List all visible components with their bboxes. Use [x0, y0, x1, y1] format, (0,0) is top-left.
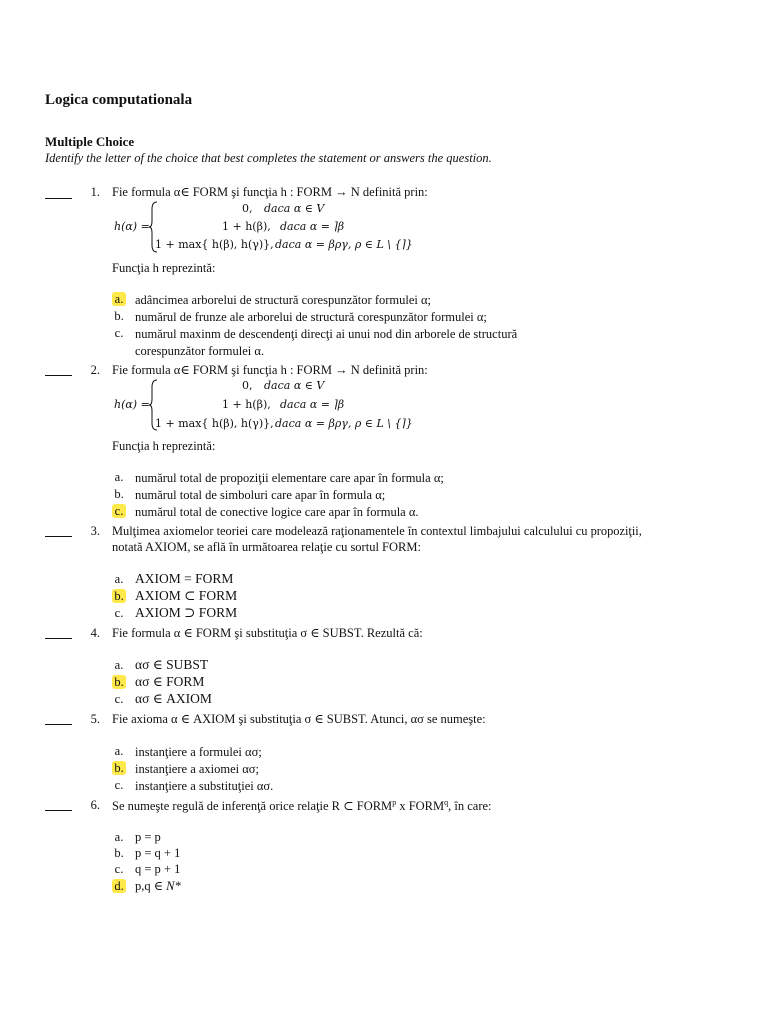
option-letter: c. — [114, 862, 124, 876]
option-c[interactable] — [112, 504, 126, 518]
option-b[interactable] — [112, 589, 126, 603]
answer-blank-1[interactable] — [45, 198, 72, 199]
option-letter-highlighted: a. — [112, 292, 126, 306]
option-text: q = p + 1 — [135, 862, 181, 876]
answer-blank-5[interactable] — [45, 724, 72, 725]
option-d[interactable] — [112, 879, 126, 893]
formula-value: 1 + max{ h(β), h(γ)}, — [155, 238, 274, 251]
question-stem: Mulţimea axiomelor teoriei care modelează raţionamentele în contextul limbajului calculului cu propoziţii, — [112, 524, 642, 538]
option-text: instanţiere a axiomei ασ; — [135, 762, 260, 776]
question-subprompt: Funcţia h reprezintă: — [112, 439, 216, 453]
option-text: numărul total de simboluri care apar în formula α; — [135, 488, 386, 502]
option-letter-highlighted: b. — [112, 589, 126, 603]
formula-condition: daca α = ⌉β — [280, 398, 345, 411]
question-stem — [112, 798, 492, 814]
option-c[interactable] — [112, 692, 126, 706]
option-text: AXIOM = FORM — [135, 571, 234, 586]
option-b[interactable] — [112, 675, 126, 689]
option-a[interactable] — [112, 744, 126, 758]
option-text: ασ ∈ FORM — [135, 674, 205, 689]
question-number: 2. — [90, 363, 100, 377]
option-text — [135, 879, 181, 893]
option-letter: c. — [114, 606, 124, 620]
option-letter: a. — [114, 830, 124, 844]
option-c[interactable] — [112, 326, 126, 340]
formula-condition: daca α = ⌉β — [280, 220, 345, 233]
option-text: instanţiere a formulei ασ; — [135, 745, 262, 759]
answer-blank-2[interactable] — [45, 375, 72, 376]
question-subprompt: Funcţia h reprezintă: — [112, 261, 216, 275]
formula-value: 1 + h(β), — [222, 398, 271, 411]
formula-condition: daca α ∈ V — [264, 202, 325, 215]
option-text: ασ ∈ AXIOM — [135, 691, 212, 706]
option-text-part: p,q ∈ — [135, 879, 167, 893]
stem-part: x FORM — [396, 799, 445, 814]
option-text: adâncimea arborelui de structură corespunzător formulei α; — [135, 293, 432, 307]
option-b[interactable] — [112, 761, 126, 775]
option-a[interactable] — [112, 658, 126, 672]
formula-value: 0, — [242, 202, 253, 215]
option-letter: a. — [114, 744, 124, 758]
option-letter: a. — [114, 470, 124, 484]
question-stem: Fie formula α ∈ FORM şi substituţia σ ∈ SUBST. Rezultă că: — [112, 626, 423, 640]
question-stem: Fie formula α∈ FORM şi funcţia h : FORM → N definită prin: — [112, 363, 428, 377]
question-stem: Fie axioma α ∈ AXIOM şi substituţia σ ∈ SUBST. Atunci, ασ se numeşte: — [112, 712, 486, 726]
option-letter-highlighted: b. — [112, 761, 126, 775]
stem-part: Se numeşte regulă de inferenţă orice relaţie R ⊂ FORM — [112, 799, 393, 814]
option-b[interactable] — [112, 309, 126, 323]
option-text: numărul total de propoziţii elementare care apar în formula α; — [135, 471, 444, 485]
option-text: instanţiere a substituţiei ασ. — [135, 779, 274, 793]
formula-value: 1 + max{ h(β), h(γ)}, — [155, 417, 274, 430]
option-c[interactable] — [112, 862, 126, 876]
option-a[interactable] — [112, 572, 126, 586]
formula-condition: daca α = βργ, ρ ∈ L \ {⌉} — [275, 417, 413, 430]
document-title: Logica computationala — [45, 92, 193, 108]
option-text: ασ ∈ SUBST — [135, 657, 209, 672]
option-letter: c. — [114, 326, 124, 340]
option-text: numărul de frunze ale arborelui de structură corespunzător formulei α; — [135, 310, 487, 324]
option-b[interactable] — [112, 846, 126, 860]
section-title: Multiple Choice — [45, 134, 135, 149]
question-number: 3. — [90, 524, 100, 538]
option-a[interactable] — [112, 470, 126, 484]
option-letter-highlighted: c. — [112, 504, 126, 518]
option-letter: a. — [114, 658, 124, 672]
question-stem-continued: notată AXIOM, se află în următoarea relaţie cu sortul FORM: — [112, 540, 421, 554]
option-text-continued: corespunzător formulei α. — [135, 344, 265, 358]
option-text: AXIOM ⊃ FORM — [135, 605, 238, 620]
superscript-q: q — [444, 798, 449, 807]
superscript-p: p — [392, 798, 397, 807]
answer-blank-6[interactable] — [45, 810, 72, 811]
stem-part: , în care: — [448, 799, 492, 814]
option-c[interactable] — [112, 606, 126, 620]
option-b[interactable] — [112, 487, 126, 501]
question-stem: Fie formula α∈ FORM şi funcţia h : FORM → N definită prin: — [112, 185, 428, 199]
question-number: 6. — [90, 798, 100, 812]
option-c[interactable] — [112, 778, 126, 792]
answer-blank-3[interactable] — [45, 536, 72, 537]
option-letter: b. — [114, 487, 124, 501]
formula-lhs: h(α) = — [114, 220, 150, 233]
instructions: Identify the letter of the choice that best completes the statement or answers the question. — [45, 151, 492, 165]
option-letter-highlighted: b. — [112, 675, 126, 689]
option-letter: c. — [114, 778, 124, 792]
option-text: numărul total de conective logice care apar în formula α. — [135, 505, 419, 519]
option-letter-highlighted: d. — [112, 879, 126, 893]
option-letter: b. — [114, 846, 124, 860]
formula-value: 0, — [242, 379, 253, 392]
option-a[interactable] — [112, 830, 126, 844]
option-letter: a. — [114, 572, 124, 586]
option-letter: b. — [114, 309, 124, 323]
answer-blank-4[interactable] — [45, 638, 72, 639]
natural-numbers-symbol: N* — [166, 879, 181, 893]
question-number: 5. — [90, 712, 100, 726]
option-text: p = q + 1 — [135, 846, 181, 860]
formula-condition: daca α = βργ, ρ ∈ L \ {⌉} — [275, 238, 413, 251]
formula-lhs: h(α) = — [114, 398, 150, 411]
option-text: AXIOM ⊂ FORM — [135, 588, 238, 603]
option-letter: c. — [114, 692, 124, 706]
question-number: 4. — [90, 626, 100, 640]
question-number: 1. — [90, 185, 100, 199]
formula-value: 1 + h(β), — [222, 220, 271, 233]
formula-condition: daca α ∈ V — [264, 379, 325, 392]
option-text: numărul maxinm de descendenţi direcţi ai unui nod din arborele de structură — [135, 327, 518, 341]
option-text: p = p — [135, 830, 161, 844]
option-a[interactable] — [112, 292, 126, 306]
